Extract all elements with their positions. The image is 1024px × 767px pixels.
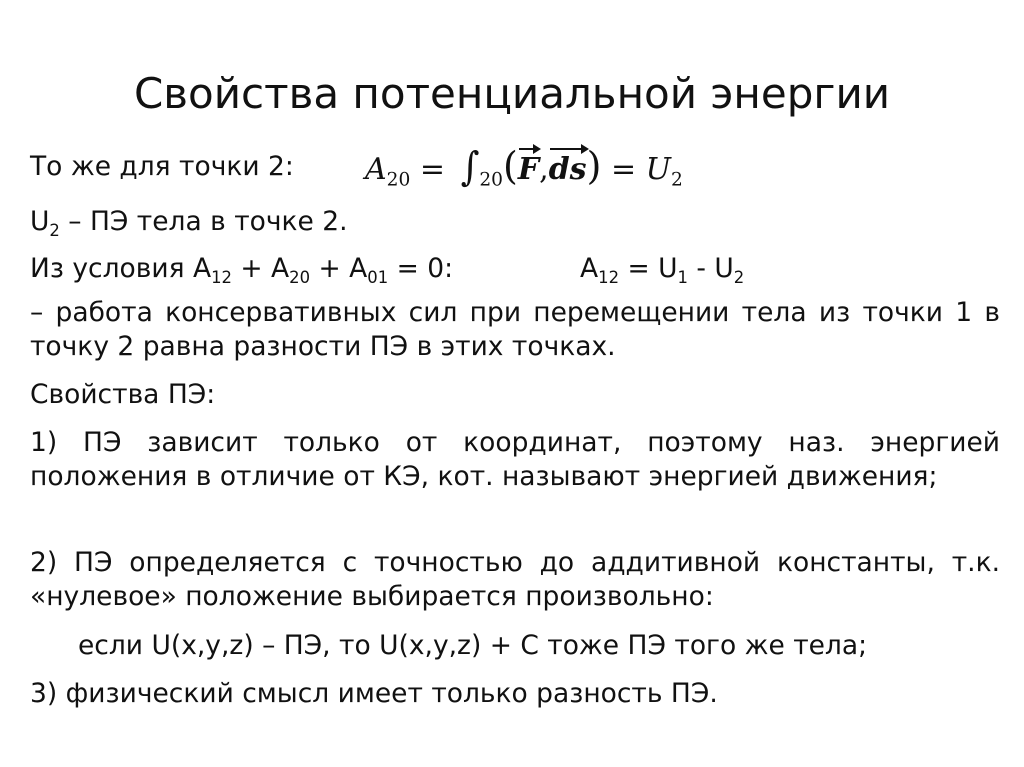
property-2: 2) ПЭ определяется с точностью до аддитивной константы, т.к. «нулевое» положение выбирается произвольно: — [30, 547, 1000, 612]
formula-A: A — [365, 152, 387, 187]
integral-sign: ∫ — [460, 144, 480, 190]
cond-sub: 20 — [289, 267, 311, 287]
point2-label: То же для точки 2: — [30, 151, 294, 182]
u2-symbol: U — [30, 206, 50, 237]
property-1: 1) ПЭ зависит только от координат, поэтому наз. энергией положения в отличие от КЭ, кот. называют энергией движения; — [30, 427, 1000, 492]
cond-sub: 01 — [367, 267, 389, 287]
slide-title: Свойства потенциальной энергии — [133, 69, 891, 118]
eq-text: - U — [687, 253, 734, 284]
cond-text: + А — [310, 253, 368, 284]
cond-text: + А — [231, 253, 290, 284]
force-vector: F — [518, 150, 539, 190]
formula-U: U — [645, 152, 671, 187]
formula-rparen: ) — [586, 144, 602, 188]
eq-sub: 2 — [733, 267, 745, 287]
eq-sub: 12 — [598, 267, 620, 287]
eq-sub: 1 — [677, 267, 688, 287]
eq-text: = U — [619, 253, 678, 284]
work-integral-formula — [365, 146, 683, 190]
properties-heading: Свойства ПЭ: — [30, 379, 216, 410]
formula-eq2: = — [610, 152, 637, 187]
u2-definition — [30, 205, 348, 239]
condition-line — [30, 252, 453, 286]
cond-sub: 12 — [211, 267, 232, 287]
u2-sub: 2 — [49, 220, 60, 240]
formula-A-sub: 20 — [386, 169, 411, 191]
work-paragraph: – работа консервативных сил при перемещении тела из точки 1 в точку 2 равна разности ПЭ в этих точках. — [30, 297, 1000, 362]
work-equation — [580, 252, 744, 286]
formula-lparen: ( — [503, 144, 518, 188]
integral-sub: 20 — [479, 169, 504, 191]
property-2-example: если U(x,y,z) – ПЭ, то U(x,y,z) + C тоже ПЭ того же тела; — [78, 630, 868, 661]
formula-comma: , — [539, 152, 549, 187]
u2-text: – ПЭ тела в точке 2. — [59, 206, 348, 237]
formula-U-sub: 2 — [670, 169, 683, 191]
cond-text: = 0: — [388, 253, 454, 284]
eq-text: А — [580, 253, 599, 284]
formula-eq1: = — [419, 152, 446, 187]
cond-text: Из условия А — [30, 253, 212, 284]
property-3: 3) физический смысл имеет только разность ПЭ. — [30, 678, 718, 709]
displacement-vector: ds — [549, 150, 587, 190]
